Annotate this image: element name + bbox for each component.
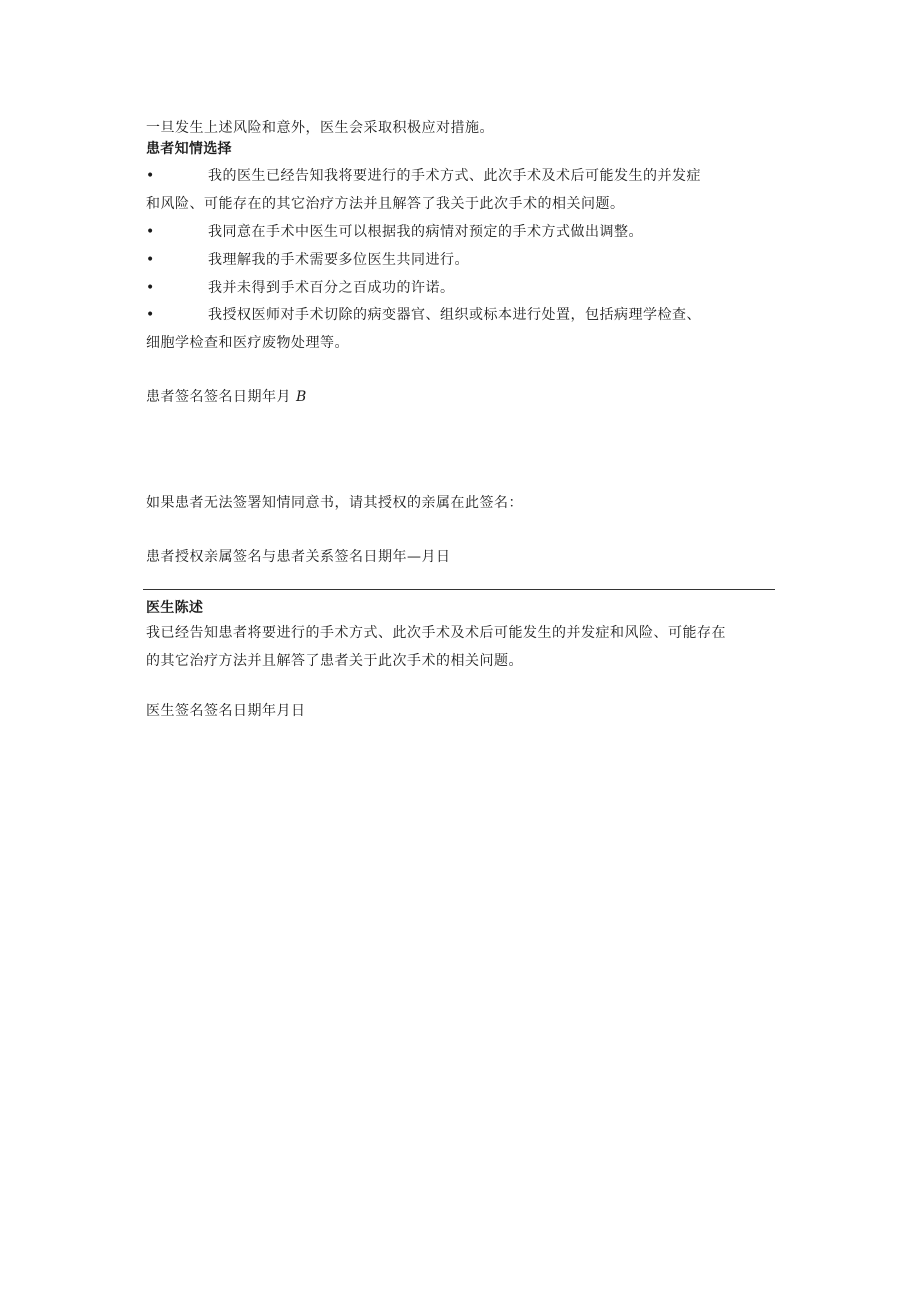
list-item-continuation: 细胞学检查和医疗废物处理等。 [146,335,349,351]
list-item [146,223,643,241]
list-item [146,251,469,269]
intro-line: 一旦发生上述风险和意外，医生会采取积极应对措施。 [146,120,494,136]
list-item-continuation: 和风险、可能存在的其它治疗方法并且解答了我关于此次手术的相关问题。 [146,196,625,212]
list-item-text: 我的医生已经告知我将要进行的手术方式、此次手术及术后可能发生的并发症 [208,168,701,184]
list-item-text: 我理解我的手术需要多位医生共同进行。 [208,252,469,268]
relative-signature-line: 患者授权亲属签名与患者关系签名日期年—月日 [146,549,451,565]
list-item [146,306,701,324]
list-item [146,279,455,297]
patient-signature-tail: B [295,389,307,405]
list-item [146,167,701,185]
patient-signature-line [146,388,307,406]
list-item-text: 我同意在手术中医生可以根据我的病情对预定的手术方式做出调整。 [208,224,643,240]
doctor-statement-line: 的其它治疗方法并且解答了患者关于此次手术的相关问题。 [146,653,523,669]
bullet-icon: • [146,224,155,240]
doctor-statement-line: 我已经告知患者将要进行的手术方式、此次手术及术后可能发生的并发症和风险、可能存在 [146,625,726,641]
bullet-icon: • [146,307,155,323]
relative-prompt: 如果患者无法签署知情同意书，请其授权的亲属在此签名： [146,495,523,511]
doctor-signature-line: 医生签名签名日期年月日 [146,703,306,719]
doctor-statement-heading: 医生陈述 [146,600,204,616]
patient-choice-heading: 患者知情选择 [146,141,232,157]
section-divider [143,589,775,590]
list-item-text: 我并未得到手术百分之百成功的许诺。 [208,280,455,296]
patient-signature-label: 患者签名签名日期年月 [146,389,291,405]
list-item-text: 我授权医师对手术切除的病变器官、组织或标本进行处置，包括病理学检查、 [208,307,701,323]
bullet-icon: • [146,252,155,268]
bullet-icon: • [146,168,155,184]
bullet-icon: • [146,280,155,296]
